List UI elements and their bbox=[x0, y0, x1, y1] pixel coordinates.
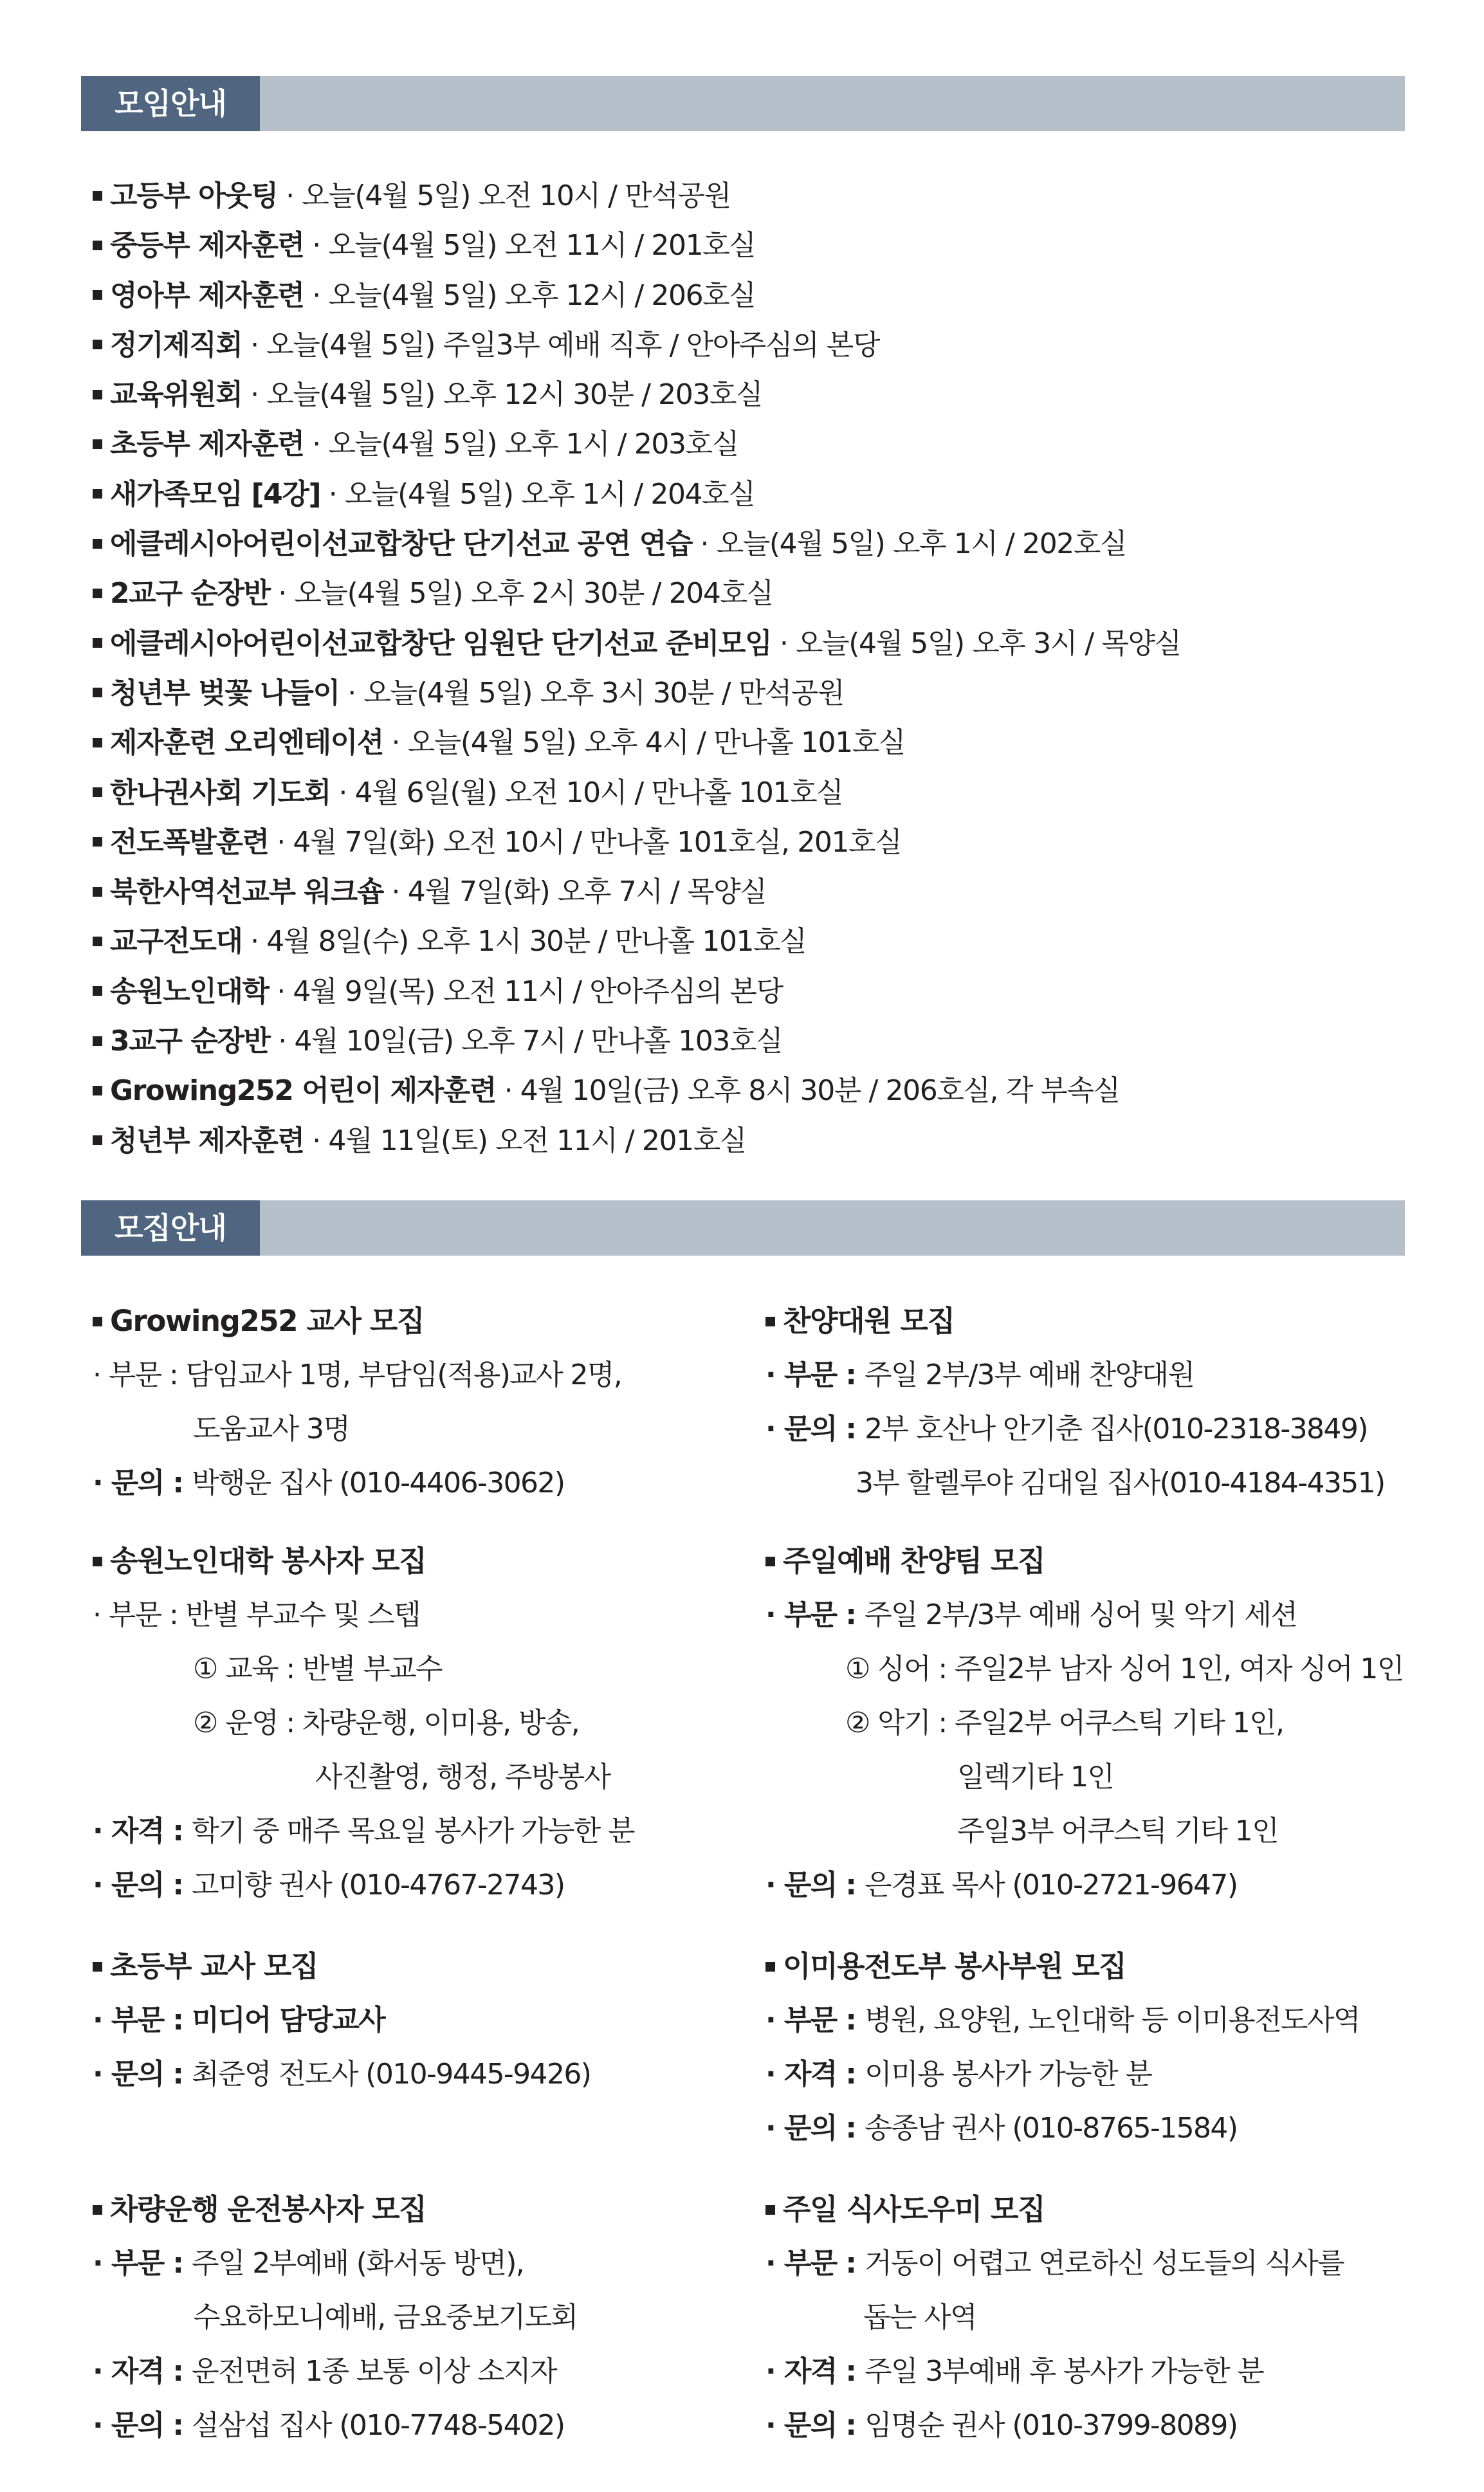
qualification-text: 이미용 봉사가 가능한 분 bbox=[865, 2058, 1152, 2091]
schedule-title: 교구전도대 bbox=[110, 925, 243, 958]
bullet-square-icon bbox=[93, 539, 102, 549]
schedule-title: 청년부 벚꽃 나들이 bbox=[110, 676, 340, 710]
schedule-title: 제자훈련 오리엔테이션 bbox=[110, 726, 383, 760]
recruit-title: 주일 식사도우미 모집 bbox=[765, 2183, 1415, 2237]
meeting-schedule-list bbox=[93, 171, 1181, 1166]
bullet-square-icon bbox=[93, 738, 102, 747]
schedule-detail: · 오늘(4월 5일) 오후 1시 / 203호실 bbox=[304, 428, 738, 461]
schedule-title: 2교구 순장반 bbox=[110, 577, 270, 610]
bullet-square-icon bbox=[93, 1962, 102, 1972]
inquiry-text: 임명순 권사 (010-3799-8089) bbox=[865, 2409, 1238, 2442]
schedule-title: 에클레시아어린이선교합창단 임원단 단기선교 준비모임 bbox=[110, 627, 772, 660]
recruit-line bbox=[93, 1348, 742, 1402]
bullet-square-icon bbox=[93, 986, 102, 996]
bullet-square-icon bbox=[93, 1135, 102, 1145]
label-division: · 부문 : bbox=[765, 2004, 865, 2037]
schedule-item bbox=[93, 419, 1181, 469]
schedule-detail: · 4월 6일(월) 오전 10시 / 만나홀 101호실 bbox=[330, 776, 843, 809]
inquiry-text: 2부 호산나 안기춘 집사(010-2318-3849) bbox=[865, 1413, 1368, 1445]
division-sub-operation-cont: 사진촬영, 행정, 주방봉사 bbox=[315, 1761, 610, 1793]
label-qualification: · 자격 : bbox=[765, 2355, 865, 2388]
schedule-item bbox=[93, 619, 1181, 668]
schedule-title: 에클레시아어린이선교합창단 단기선교 공연 연습 bbox=[110, 527, 692, 561]
bullet-square-icon bbox=[93, 290, 102, 300]
section-title: 모집안내 bbox=[81, 1200, 260, 1256]
schedule-item bbox=[93, 271, 1181, 320]
inquiry-text: 박행운 집사 (010-4406-3062) bbox=[192, 1467, 565, 1499]
label-division: · 부문 : bbox=[765, 2247, 865, 2280]
division-sub-education: ① 교육 : 반별 부교수 bbox=[193, 1653, 442, 1685]
label-inquiry: · 문의 : bbox=[93, 2058, 192, 2091]
schedule-title: 청년부 제자훈련 bbox=[110, 1124, 304, 1157]
bullet-square-icon bbox=[93, 340, 102, 349]
bullet-square-icon bbox=[93, 1086, 102, 1095]
recruit-line bbox=[765, 1456, 1415, 1510]
bullet-square-icon bbox=[93, 1557, 102, 1566]
recruit-senior-college bbox=[93, 1534, 742, 1912]
recruit-line bbox=[765, 2048, 1415, 2102]
recruit-line bbox=[93, 1804, 742, 1858]
schedule-title: 교육위원회 bbox=[110, 378, 243, 412]
division-text: 거동이 어렵고 연로하신 성도들의 식사를 bbox=[865, 2247, 1344, 2280]
schedule-item bbox=[93, 569, 1181, 618]
bullet-square-icon bbox=[765, 1962, 775, 1972]
recruit-elementary-teacher bbox=[93, 1939, 742, 2102]
bullet-square-icon bbox=[93, 390, 102, 399]
schedule-item bbox=[93, 867, 1181, 917]
recruit-line bbox=[765, 1348, 1415, 1402]
division-text: 병원, 요양원, 노인대학 등 이미용전도사역 bbox=[865, 2004, 1360, 2037]
section-title: 모임안내 bbox=[81, 76, 260, 131]
schedule-item bbox=[93, 1066, 1181, 1115]
schedule-detail: · 오늘(4월 5일) 오전 11시 / 201호실 bbox=[304, 229, 756, 262]
recruit-line bbox=[93, 1588, 742, 1642]
recruit-line bbox=[765, 1402, 1415, 1456]
recruit-title: 찬양대원 모집 bbox=[765, 1294, 1415, 1348]
schedule-detail: · 오늘(4월 5일) 오후 3시 30분 / 만석공원 bbox=[339, 676, 845, 710]
recruit-praise-team bbox=[765, 1534, 1415, 1912]
schedule-detail: · 오늘(4월 5일) 오후 3시 / 목양실 bbox=[771, 627, 1181, 660]
schedule-item bbox=[93, 967, 1181, 1016]
recruit-line bbox=[765, 1642, 1415, 1696]
recruit-line bbox=[765, 1750, 1415, 1804]
schedule-item bbox=[93, 1116, 1181, 1166]
schedule-title: 북한사역선교부 워크숍 bbox=[110, 875, 383, 909]
schedule-detail: · 4월 10일(금) 오후 7시 / 만나홀 103호실 bbox=[270, 1025, 783, 1058]
schedule-title: 한나권사회 기도회 bbox=[110, 776, 331, 809]
schedule-title: 고등부 아웃팅 bbox=[110, 179, 278, 212]
schedule-item bbox=[93, 768, 1181, 818]
inquiry-text-cont: 3부 할렐루야 김대일 집사(010-4184-4351) bbox=[856, 1467, 1385, 1499]
schedule-title: 새가족모임 [4강] bbox=[110, 477, 321, 511]
qualification-text: 운전면허 1종 보통 이상 소지자 bbox=[192, 2355, 556, 2388]
recruit-line bbox=[765, 2102, 1415, 2156]
schedule-title: 전도폭발훈련 bbox=[110, 825, 269, 859]
schedule-item bbox=[93, 320, 1181, 370]
inquiry-text: 송종남 권사 (010-8765-1584) bbox=[865, 2112, 1238, 2145]
qualification-text: 주일 3부예배 후 봉사가 가능한 분 bbox=[865, 2355, 1264, 2388]
label-inquiry: · 문의 : bbox=[765, 1869, 865, 1901]
label-division: · 부문 : bbox=[93, 2004, 192, 2037]
division-text-cont: 수요하모니예배, 금요중보기도회 bbox=[193, 2301, 578, 2334]
division-text: 담임교사 1명, 부담임(적용)교사 2명, bbox=[185, 1359, 622, 1391]
bullet-square-icon bbox=[93, 2205, 102, 2215]
recruit-beauty-mission bbox=[765, 1939, 1415, 2156]
bullet-square-icon bbox=[93, 241, 102, 250]
recruit-growing-teacher bbox=[93, 1294, 742, 1510]
label-qualification: · 자격 : bbox=[93, 1815, 192, 1847]
bullet-square-icon bbox=[93, 787, 102, 797]
schedule-detail: · 오늘(4월 5일) 오전 10시 / 만석공원 bbox=[277, 179, 731, 212]
recruit-title: 초등부 교사 모집 bbox=[93, 1939, 742, 1993]
recruit-line bbox=[765, 1993, 1415, 2048]
schedule-item bbox=[93, 917, 1181, 966]
recruit-line bbox=[93, 2345, 742, 2399]
division-text: 주일 2부/3부 예배 찬양대원 bbox=[865, 1359, 1195, 1391]
division-text: 반별 부교수 및 스텝 bbox=[185, 1599, 420, 1631]
schedule-item bbox=[93, 818, 1181, 867]
recruit-line bbox=[765, 1858, 1415, 1912]
division-sub-instrument-cont: 주일3부 어쿠스틱 기타 1인 bbox=[957, 1815, 1278, 1847]
inquiry-text: 은경표 목사 (010-2721-9647) bbox=[865, 1869, 1238, 1901]
recruit-title: 주일예배 찬양팀 모집 bbox=[765, 1534, 1415, 1588]
bullet-square-icon bbox=[765, 1317, 775, 1326]
label-qualification: · 자격 : bbox=[765, 2058, 865, 2091]
recruit-line bbox=[93, 1858, 742, 1912]
recruit-line bbox=[93, 2399, 742, 2453]
bullet-square-icon bbox=[765, 2205, 775, 2215]
recruit-line bbox=[93, 1402, 742, 1456]
schedule-detail: · 4월 10일(금) 오후 8시 30분 / 206호실, 각 부속실 bbox=[496, 1074, 1120, 1108]
recruit-meal-helper bbox=[765, 2183, 1415, 2453]
division-sub-instrument: ② 악기 : 주일2부 어쿠스틱 기타 1인, bbox=[845, 1707, 1284, 1739]
label-inquiry: · 문의 : bbox=[765, 2112, 865, 2145]
schedule-title: 정기제직회 bbox=[110, 328, 243, 362]
recruit-title: 이미용전도부 봉사부원 모집 bbox=[765, 1939, 1415, 1993]
schedule-detail: · 오늘(4월 5일) 오후 2시 30분 / 204호실 bbox=[270, 577, 773, 610]
label-inquiry: · 문의 : bbox=[765, 2409, 865, 2442]
label-inquiry: · 문의 : bbox=[93, 2409, 192, 2442]
recruit-line bbox=[93, 1696, 742, 1750]
schedule-item bbox=[93, 668, 1181, 718]
schedule-detail: · 4월 7일(화) 오전 10시 / 만나홀 101호실, 201호실 bbox=[268, 825, 902, 859]
division-text: 주일 2부/3부 예배 싱어 및 악기 세션 bbox=[865, 1599, 1297, 1631]
bullet-square-icon bbox=[93, 589, 102, 598]
inquiry-text: 설삼섭 집사 (010-7748-5402) bbox=[192, 2409, 565, 2442]
inquiry-text: 고미향 권사 (010-4767-2743) bbox=[192, 1869, 565, 1901]
schedule-title: 3교구 순장반 bbox=[110, 1025, 270, 1058]
schedule-item bbox=[93, 370, 1181, 419]
schedule-detail: · 오늘(4월 5일) 오후 1시 / 202호실 bbox=[692, 527, 1127, 561]
schedule-detail: · 오늘(4월 5일) 오후 4시 / 만나홀 101호실 bbox=[383, 726, 906, 760]
division-sub-operation: ② 운영 : 차량운행, 이미용, 방송, bbox=[193, 1707, 580, 1739]
recruit-title: 송원노인대학 봉사자 모집 bbox=[93, 1534, 742, 1588]
bullet-square-icon bbox=[93, 937, 102, 946]
bullet-square-icon bbox=[93, 439, 102, 449]
schedule-detail: · 4월 9일(목) 오전 11시 / 안아주심의 본당 bbox=[268, 975, 783, 1008]
schedule-detail: · 4월 7일(화) 오후 7시 / 목양실 bbox=[383, 875, 767, 909]
schedule-title: 중등부 제자훈련 bbox=[110, 229, 304, 262]
bullet-square-icon bbox=[93, 1317, 102, 1326]
schedule-detail: · 오늘(4월 5일) 주일3부 예배 직후 / 안아주심의 본당 bbox=[242, 328, 880, 362]
recruit-line bbox=[93, 2237, 742, 2291]
recruit-line bbox=[93, 1456, 742, 1510]
recruit-line bbox=[93, 1750, 742, 1804]
recruit-line bbox=[765, 1588, 1415, 1642]
division-text-cont: 도움교사 3명 bbox=[193, 1413, 350, 1445]
bullet-square-icon bbox=[93, 887, 102, 897]
schedule-item bbox=[93, 171, 1181, 221]
schedule-title: Growing252 어린이 제자훈련 bbox=[110, 1074, 497, 1108]
label-division: · 부문 : bbox=[93, 2247, 192, 2280]
schedule-detail: · 4월 11일(토) 오전 11시 / 201호실 bbox=[304, 1124, 746, 1157]
division-text: 미디어 담당교사 bbox=[192, 2004, 385, 2037]
recruit-choir bbox=[765, 1294, 1415, 1510]
bullet-square-icon bbox=[93, 489, 102, 499]
recruit-line bbox=[765, 1696, 1415, 1750]
schedule-detail: · 오늘(4월 5일) 오후 12시 30분 / 203호실 bbox=[242, 378, 763, 412]
recruit-line bbox=[93, 2291, 742, 2345]
qualification-text: 학기 중 매주 목요일 봉사가 가능한 분 bbox=[192, 1815, 634, 1847]
schedule-detail: · 오늘(4월 5일) 오후 12시 / 206호실 bbox=[304, 279, 756, 312]
recruit-line bbox=[765, 2345, 1415, 2399]
recruit-line bbox=[765, 2237, 1415, 2291]
schedule-item bbox=[93, 1016, 1181, 1066]
recruit-driver bbox=[93, 2183, 742, 2453]
schedule-title: 초등부 제자훈련 bbox=[110, 428, 304, 461]
recruit-line bbox=[765, 2291, 1415, 2345]
recruit-line bbox=[765, 2399, 1415, 2453]
bullet-square-icon bbox=[93, 191, 102, 201]
recruit-line bbox=[93, 1642, 742, 1696]
schedule-item bbox=[93, 718, 1181, 767]
recruit-line bbox=[765, 1804, 1415, 1858]
schedule-title: 송원노인대학 bbox=[110, 975, 269, 1008]
label-division: · 부문 : bbox=[765, 1359, 865, 1391]
label-inquiry: · 문의 : bbox=[93, 1467, 192, 1499]
label-division: · 부문 : bbox=[765, 1599, 865, 1631]
label-division: · 부문 : bbox=[93, 1359, 186, 1391]
inquiry-text: 최준영 전도사 (010-9445-9426) bbox=[192, 2058, 591, 2091]
schedule-item bbox=[93, 470, 1181, 519]
bullet-square-icon bbox=[93, 688, 102, 697]
schedule-detail: · 오늘(4월 5일) 오후 1시 / 204호실 bbox=[320, 477, 755, 511]
label-division: · 부문 : bbox=[93, 1599, 186, 1631]
division-text: 주일 2부예배 (화서동 방면), bbox=[192, 2247, 524, 2280]
schedule-item bbox=[93, 519, 1181, 569]
section-header-meetings bbox=[81, 76, 1405, 131]
bullet-square-icon bbox=[93, 837, 102, 847]
bullet-square-icon bbox=[93, 1036, 102, 1046]
recruit-line bbox=[93, 1993, 742, 2048]
division-sub-instrument-cont: 일렉기타 1인 bbox=[957, 1761, 1114, 1793]
recruit-title: 차량운행 운전봉사자 모집 bbox=[93, 2183, 742, 2237]
schedule-detail: · 4월 8일(수) 오후 1시 30분 / 만나홀 101호실 bbox=[242, 925, 807, 958]
section-header-recruitment bbox=[81, 1200, 1405, 1256]
bullet-square-icon bbox=[765, 1557, 775, 1566]
schedule-title: 영아부 제자훈련 bbox=[110, 279, 304, 312]
division-sub-singer: ① 싱어 : 주일2부 남자 싱어 1인, 여자 싱어 1인 bbox=[845, 1653, 1404, 1685]
recruit-title: Growing252 교사 모집 bbox=[93, 1294, 742, 1348]
schedule-item bbox=[93, 221, 1181, 270]
division-text-cont: 돕는 사역 bbox=[863, 2301, 977, 2334]
bullet-square-icon bbox=[93, 638, 102, 648]
recruit-line bbox=[93, 2048, 742, 2102]
label-inquiry: · 문의 : bbox=[93, 1869, 192, 1901]
label-qualification: · 자격 : bbox=[93, 2355, 192, 2388]
label-inquiry: · 문의 : bbox=[765, 1413, 865, 1445]
